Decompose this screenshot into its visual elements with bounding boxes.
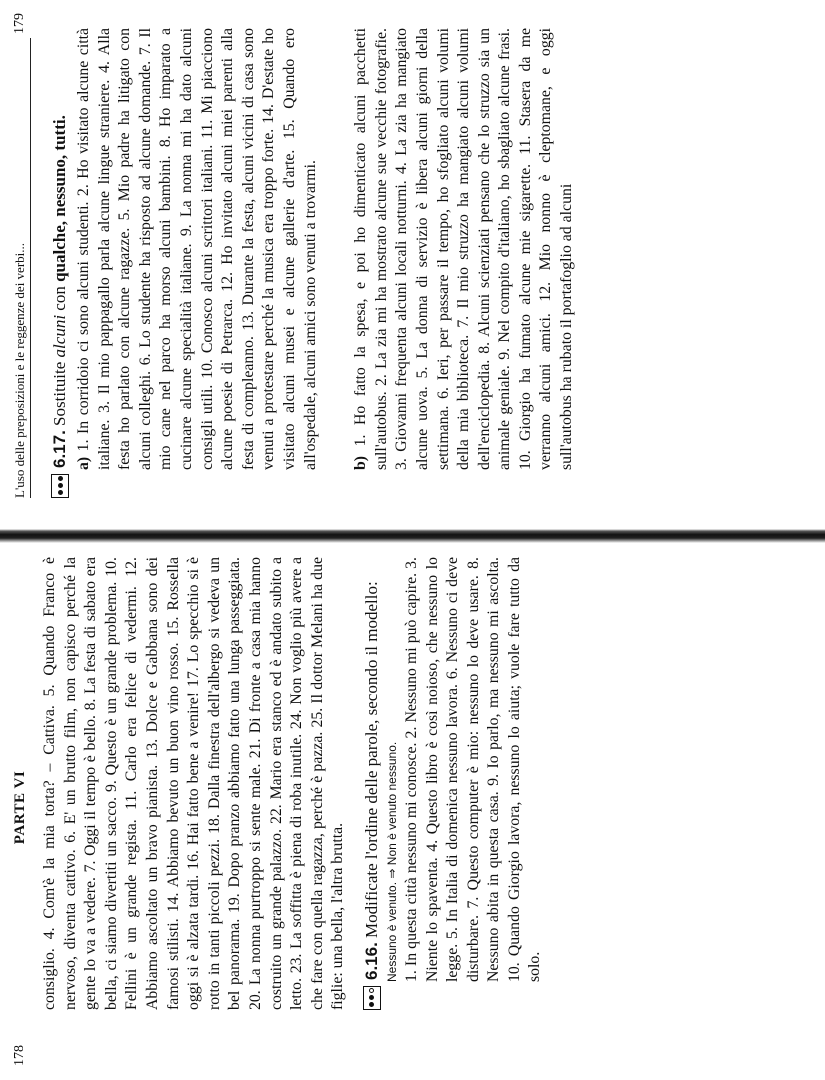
running-head-left: PARTE VI [12, 770, 28, 845]
exercise-title-italic: alcuni [50, 314, 69, 358]
exercise-616-header [361, 557, 382, 1010]
running-head-right: L'uso delle preposizioni e le reggenze dei verbi... [12, 38, 31, 498]
part-a-label: a) [75, 456, 92, 470]
part-b-text: 1. Ho fatto la spesa, e poi ho dimenticato alcuni pacchetti sull'autobus. 2. La zia mi ha mostrato alcune sue vecchie fotografie. 3. Giovanni frequenta alcuni locali notturni. 4. La zia ha mangiato alcune uova. 5. La donna di servizio è libera alcuni giorni della settimana. 6. Ieri, per passare il tempo, ho sfogliato alcuni volumi della mia biblioteca. 7. Il mio struzzo ha mangiato alcuni volumi dell'enciclopedia. 8. Alcuni scienziati pensano che lo struzzo sia un animale geniale. 9. Nel compito d'italiano, ho sbagliato alcune frasi. 10. Giorgio ha fumato alcune mie sigarette. 11. Stasera da me verranno alcuni amici. 12. Mio nonno è cleptomane, e oggi sull'autobus ha rubato il portafoglio ad alcuni [352, 28, 576, 470]
right-page [0, 0, 825, 532]
exercise-title: Modificate l'ordine delle parole, secondo il modello: [361, 581, 381, 938]
exercise-616-text: 1. In questa città nessuno mi conosce. 2. Nessuno mi può capire. 3. Niente lo spaventa. 4. Questo libro è così noioso, che nessuno lo legge. 5. In Italia di domenica nessuno lavora. 6. Nessuno ci deve disturbare. 7. Questo computer è mio: nessuno lo deve usare. 8. Nessuno abita in questa casa. 9. Io parlo, ma nessuno mi ascolta. 10. Quando Giorgio lavora, nessuno lo aiuta; vuole fare tutto da solo. [402, 557, 544, 982]
page-number-right: 179 [12, 13, 27, 34]
model-example: Nessuno è venuto. ⇒ Non è venuto nessuno. [384, 741, 399, 982]
exercise-617-header [49, 28, 70, 498]
exercise-title-bold: qualche, nessuno, tutti. [50, 115, 69, 282]
difficulty-icon [51, 474, 69, 498]
exercise-title-part: con [50, 286, 69, 311]
page-number-left: 178 [12, 1045, 27, 1066]
exercise-number: 6.17. [50, 430, 69, 468]
exercise-617-part-b [351, 28, 578, 470]
exercise-number: 6.16. [361, 942, 381, 980]
part-a-text: 1. In corridoio ci sono alcuni studenti. 2. Ho visitato alcune città italiane. 3. Il mio pappagallo parla alcune lingue straniere. 4. Alla festa ho parlato con alcune ragazze. 5. Mio padre ha litigato con alcuni colleghi. 6. Lo studente ha risposto ad alcune domande. 7. Il mio cane nel parco ha morso alcuni bambini. 8. Ho imparato a cucinare alcune specialità italiane. 9. La nonna mi ha dato alcuni consigli utili. 10. Conosco alcuni scrittori italiani. 11. Mi piacciono alcune poesie di Petrarca. 12. Ho invitato alcuni miei parenti alla festa di compleanno. 13. Durante la festa, alcuni vicini di casa sono venuti a protestare perché la musica era troppo forte. 14. D'estate ho visitato alcuni musei e alcune gallerie d'arte. 15. Quando ero all'ospedale, alcuni amici sono venuti a trovarmi. [75, 28, 319, 470]
exercise-617-part-a [74, 28, 321, 470]
exercise-615-continuation: consiglio. 4. Com'è la mia torta? – Cattiva. 5. Quando Franco è nervoso, diventa cattivo. 6. E' un brutto film, non capisco perché la gente lo va a vedere. 7. Oggi il tempo è bello. 8. La festa di sabato era bella, ci siamo divertiti un sacco. 9. Questo è un grande problema. 10. Fellini è un grande regista. 11. Carlo era felice di vedermi. 12. Abbiamo ascoltato un bravo pianista. 13. Dolce e Gabbana sono dei famosi stilisti. 14. Abbiamo bevuto un buon vino rosso. 15. Rossella oggi si è alzata tardi. 16. Hai fatto bene a venire! 17. Lo specchio si è rotto in tanti piccoli pezzi. 18. Dalla finestra dell'albergo si vedeva un bel panorama. 19. Dopo pranzo abbiamo fatto una lunga passeggiata. 20. La nonna purtroppo si sente male. 21. Di fronte a casa mia hanno costruito un grande palazzo. 22. Mario era stanco ed è andato subito a letto. 23. La soffitta è piena di roba inutile. 24. Non voglio più avere a che fare con quella ragazza, perché è pazza. 25. Il dottor Melani ha due figlie: una bella, l'altra brutta. [41, 557, 347, 1010]
part-b-label: b) [352, 455, 370, 470]
exercise-title-part: Sostituite [50, 361, 69, 426]
left-page [0, 535, 825, 1080]
difficulty-icon [363, 986, 381, 1010]
